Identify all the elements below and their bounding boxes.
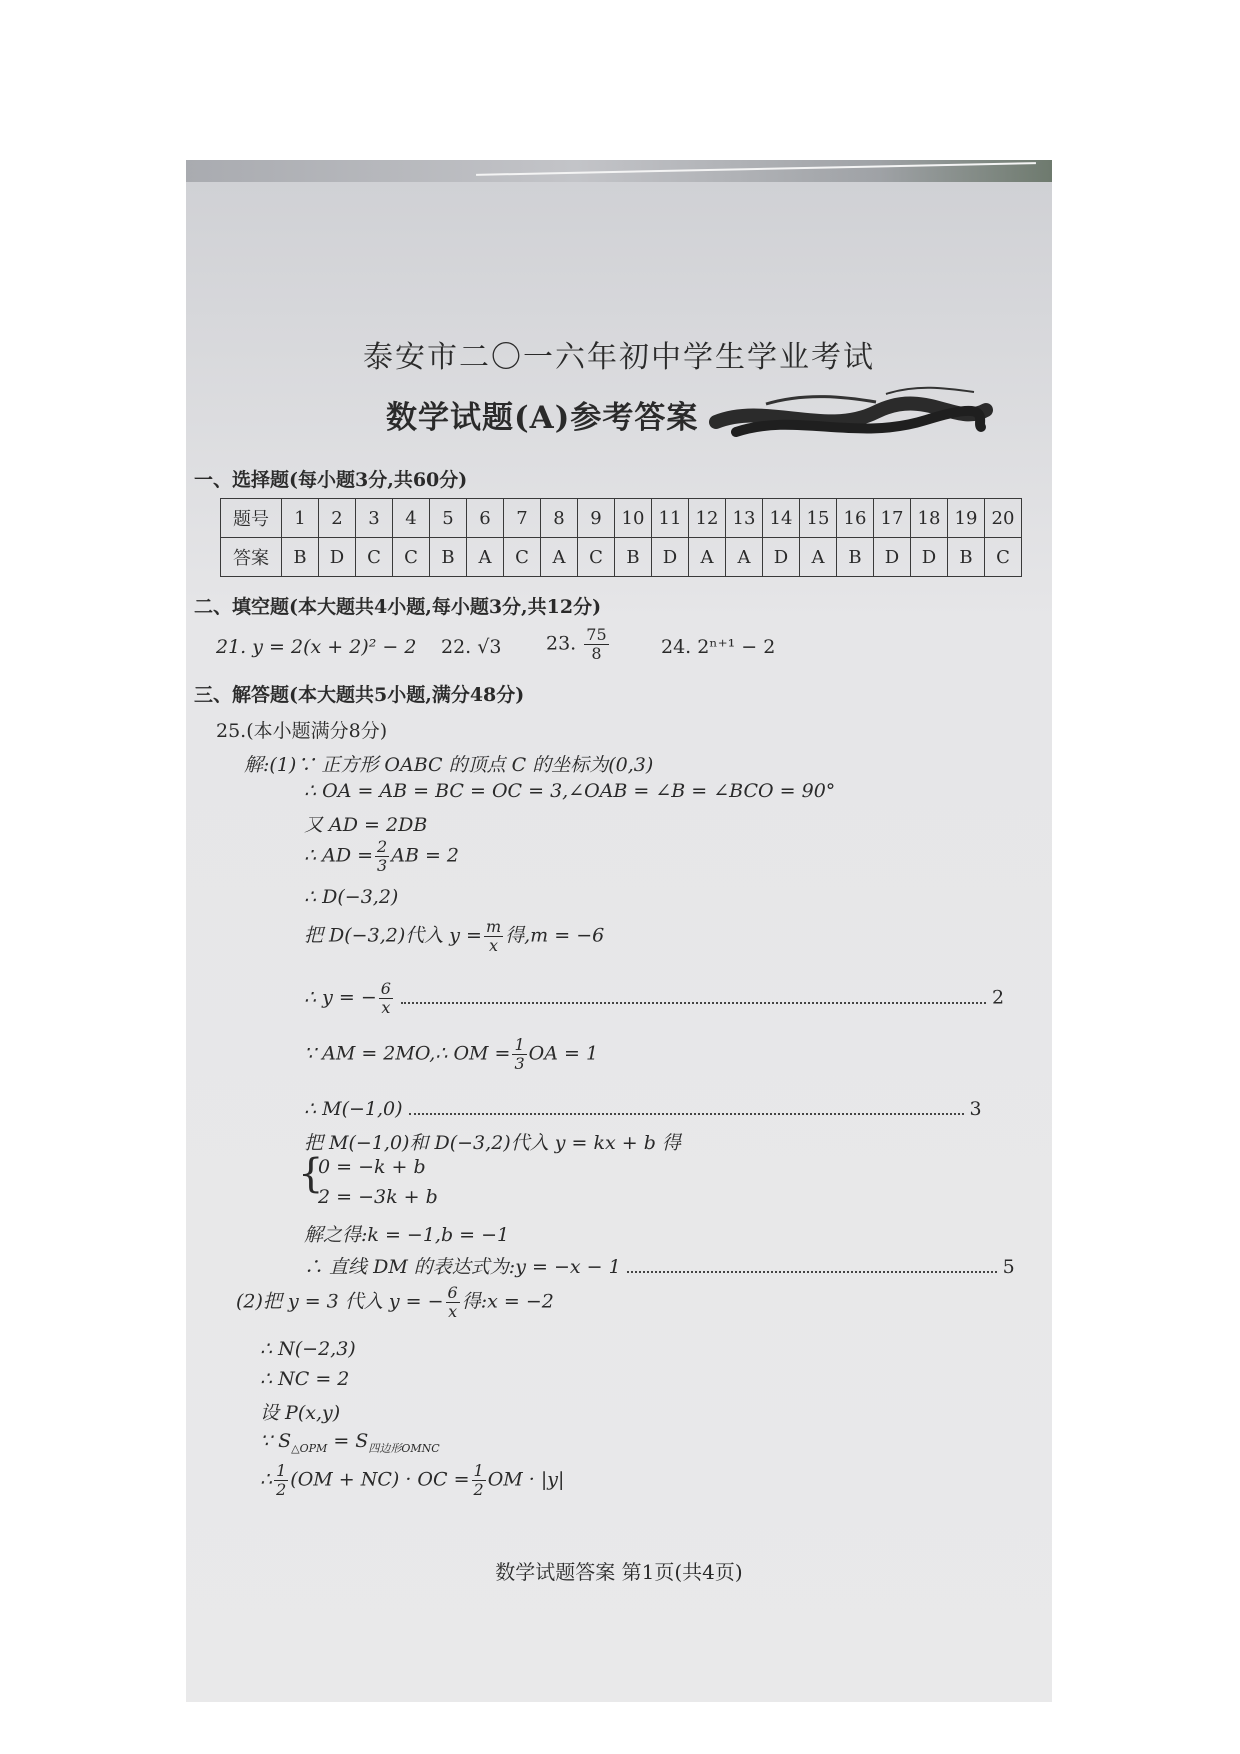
page-footer: 数学试题答案 第1页(共4页) [495, 1560, 743, 1584]
fill-answer-23-label: 23. [546, 632, 577, 655]
score-mark: 2 [991, 986, 1005, 1009]
q25-header: 25.(本小题满分8分) [216, 720, 388, 742]
question-number-cell: 18 [911, 499, 948, 538]
header-label: 题号 [221, 499, 282, 538]
denominator: 2 [473, 1480, 484, 1499]
numerator: 75 [586, 625, 607, 644]
question-number-cell: 19 [948, 499, 985, 538]
answer-cell: B [282, 538, 319, 577]
fraction-75-8 [584, 626, 608, 663]
expr: 把 D(−3,2)代入 y = [304, 924, 482, 947]
expr: ∴ 直线 DM 的表达式为:y = −x − 1 [304, 1256, 621, 1278]
q25-line-13: 解之得:k = −1,b = −1 [304, 1224, 510, 1246]
q25-line-4 [304, 838, 459, 875]
q25-line-6 [304, 918, 604, 955]
question-number-cell: 7 [504, 499, 541, 538]
expr: ∵ AM = 2MO,∴ OM = [304, 1042, 511, 1065]
q25-part2-line-6 [260, 1462, 564, 1499]
numerator: 1 [276, 1461, 287, 1480]
fill-answer-22: 22. √3 [441, 636, 502, 658]
exam-title: 泰安市二〇一六年初中学生学业考试 [363, 340, 875, 375]
expr: AB = 2 [391, 844, 460, 867]
question-number-cell: 3 [356, 499, 393, 538]
document-photo [186, 160, 1052, 1702]
q25-part2-line-4: 设 P(x,y) [260, 1402, 341, 1424]
question-number-cell: 15 [800, 499, 837, 538]
denominator: 3 [514, 1054, 525, 1073]
expr: ∴ [260, 1468, 273, 1491]
numerator: 2 [377, 837, 388, 856]
answer-cell: C [504, 538, 541, 577]
leader-dots [409, 1113, 964, 1115]
expr: OM · |y| [487, 1468, 565, 1491]
answer-cell: D [911, 538, 948, 577]
question-number-cell: 1 [282, 499, 319, 538]
q25-line-1: 解:(1)∵ 正方形 OABC 的顶点 C 的坐标为(0,3) [244, 754, 654, 776]
score-mark: 5 [1002, 1256, 1015, 1278]
question-number-cell: 8 [541, 499, 578, 538]
fill-answer-21: 21. y = 2(x + 2)² − 2 [216, 636, 417, 658]
q25-line-10: 把 M(−1,0)和 D(−3,2)代入 y = kx + b 得 [304, 1132, 681, 1154]
numerator: 1 [473, 1461, 484, 1480]
fraction-6-x [446, 1284, 460, 1321]
question-number-cell: 13 [726, 499, 763, 538]
q25-line-9 [304, 1098, 1044, 1120]
expr: 得,m = −6 [505, 924, 605, 947]
fraction-1-2 [274, 1462, 288, 1499]
question-number-cell: 2 [319, 499, 356, 538]
q25-line-12: 2 = −3k + b [318, 1186, 438, 1208]
leader-dots [401, 1002, 986, 1004]
question-number-row [221, 499, 1022, 538]
answer-cell: A [726, 538, 763, 577]
subscript: △OPM [291, 1441, 328, 1455]
question-number-cell: 17 [874, 499, 911, 538]
fraction-2-3 [375, 838, 389, 875]
question-number-cell: 4 [393, 499, 430, 538]
expr: = S [327, 1430, 369, 1452]
question-number-cell: 9 [578, 499, 615, 538]
fraction-1-2 [472, 1462, 486, 1499]
subscript: 四边形OMNC [368, 1441, 440, 1455]
q25-line-2: ∴ OA = AB = BC = OC = 3,∠OAB = ∠B = ∠BCO = 90° [304, 780, 836, 802]
fill-answer-23 [546, 626, 611, 663]
answer-cell: B [430, 538, 467, 577]
answer-title-text: 数学试题(A)参考答案 [386, 400, 699, 436]
denominator: 8 [591, 644, 602, 663]
answer-cell: C [356, 538, 393, 577]
answer-cell: B [948, 538, 985, 577]
section1-title: 一、选择题(每小题3分,共60分) [194, 469, 468, 491]
answer-cell: A [689, 538, 726, 577]
question-number-cell: 12 [689, 499, 726, 538]
section3-title: 三、解答题(本大题共5小题,满分48分) [194, 684, 525, 706]
answer-cell: A [800, 538, 837, 577]
question-number-cell: 16 [837, 499, 874, 538]
answer-cell: D [874, 538, 911, 577]
numerator: m [485, 917, 502, 936]
answer-cell: B [837, 538, 874, 577]
denominator: x [381, 998, 391, 1017]
equation-brace: { [298, 1151, 324, 1197]
q25-line-14 [304, 1252, 1044, 1279]
question-number-cell: 5 [430, 499, 467, 538]
expr: OA = 1 [528, 1042, 599, 1065]
fraction-6-x [379, 980, 393, 1017]
answer-cell: A [467, 538, 504, 577]
answer-cell: C [393, 538, 430, 577]
expr: ∴ AD = [304, 844, 374, 867]
leader-dots [627, 1271, 997, 1273]
answer-sheet [186, 160, 1052, 1702]
answer-label: 答案 [221, 538, 282, 577]
q25-line-11: 0 = −k + b [318, 1156, 426, 1178]
answer-title [386, 392, 698, 437]
answer-cell: D [763, 538, 800, 577]
q25-part2-line-3: ∴ NC = 2 [260, 1368, 350, 1390]
section2-title: 二、填空题(本大题共4小题,每小题3分,共12分) [194, 596, 602, 618]
answer-row [221, 538, 1022, 577]
expr: ∴ M(−1,0) [304, 1098, 403, 1120]
redaction-scribble [706, 382, 996, 452]
question-number-cell: 10 [615, 499, 652, 538]
fill-answer-24: 24. 2ⁿ⁺¹ − 2 [661, 636, 776, 658]
fraction-1-3 [512, 1036, 526, 1073]
expr: (OM + NC) · OC = [290, 1468, 470, 1491]
numerator: 1 [514, 1035, 525, 1054]
numerator: 6 [447, 1283, 458, 1302]
q25-line-8 [304, 1036, 598, 1073]
q25-part2-line-1 [236, 1284, 554, 1321]
q25-line-7 [304, 980, 1044, 1017]
q25-line-5: ∴ D(−3,2) [304, 886, 399, 908]
denominator: 3 [377, 856, 388, 875]
expr: ∴ y = − [304, 986, 377, 1009]
answer-cell: A [541, 538, 578, 577]
answer-cell: C [578, 538, 615, 577]
q25-part2-line-5 [260, 1430, 440, 1456]
answer-cell: D [319, 538, 356, 577]
expr: (2)把 y = 3 代入 y = − [236, 1290, 444, 1313]
question-number-cell: 11 [652, 499, 689, 538]
answer-table [220, 498, 1022, 577]
numerator: 6 [380, 979, 391, 998]
denominator: 2 [276, 1480, 287, 1499]
question-number-cell: 6 [467, 499, 504, 538]
denominator: x [489, 936, 499, 955]
expr: ∵ S [260, 1430, 292, 1452]
answer-cell: D [652, 538, 689, 577]
q25-line-3: 又 AD = 2DB [304, 814, 428, 836]
question-number-cell: 20 [985, 499, 1022, 538]
expr: 得:x = −2 [461, 1290, 554, 1313]
answer-cell: B [615, 538, 652, 577]
denominator: x [448, 1302, 458, 1321]
fraction-m-x [484, 918, 503, 955]
q25-part2-line-2: ∴ N(−2,3) [260, 1338, 356, 1360]
question-number-cell: 14 [763, 499, 800, 538]
answer-cell: C [985, 538, 1022, 577]
score-mark: 3 [969, 1098, 982, 1120]
